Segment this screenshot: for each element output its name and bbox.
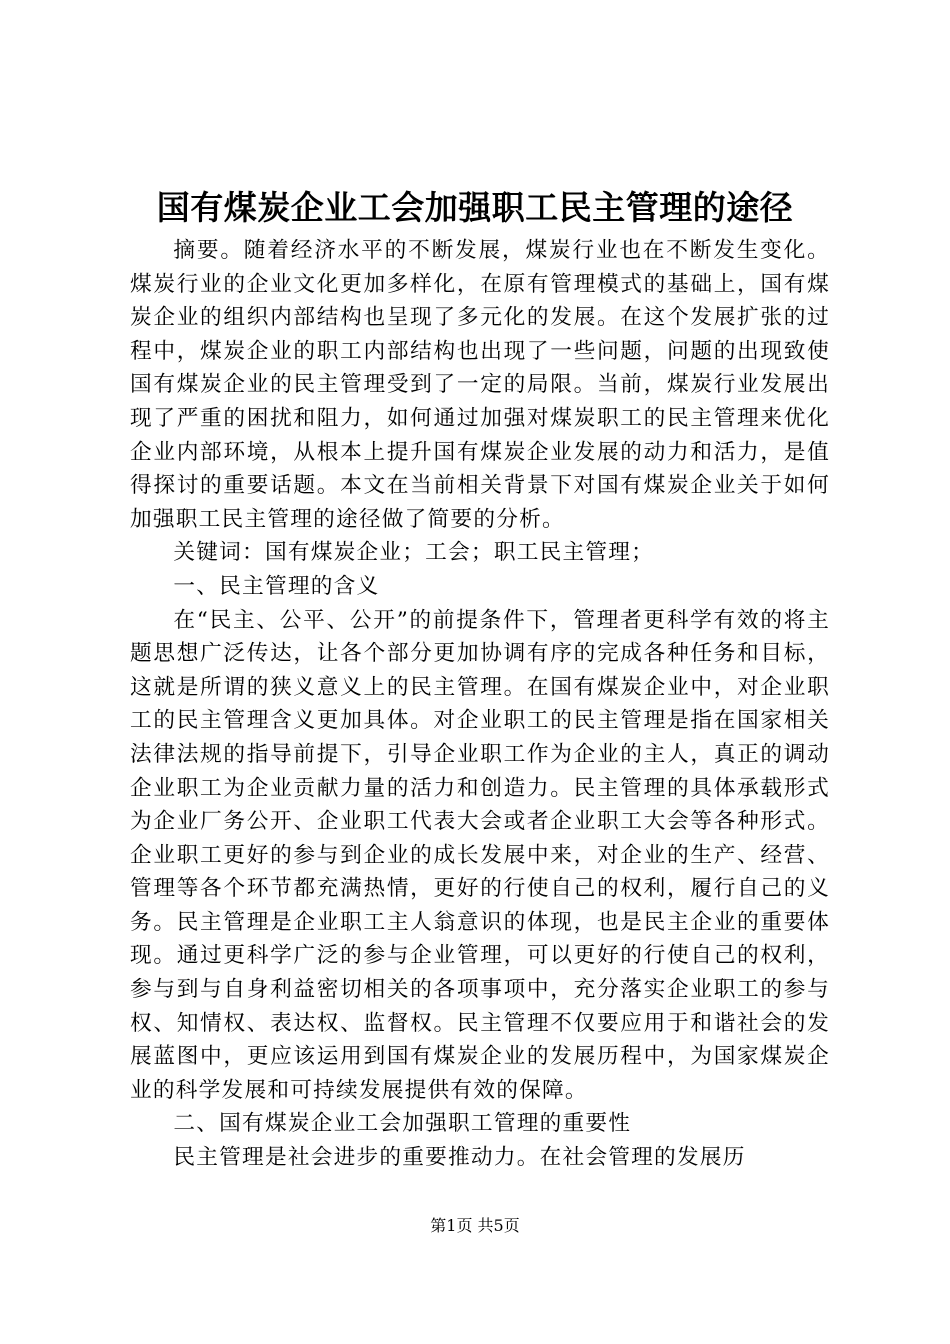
section-2-heading: 二、国有煤炭企业工会加强职工管理的重要性 <box>173 1111 632 1137</box>
page-number-footer: 第1页 共5页 <box>430 1216 520 1235</box>
document-title: 国有煤炭企业工会加强职工民主管理的途径 <box>156 188 794 227</box>
keywords-line: 关键词：国有煤炭企业；工会；职工民主管理； <box>173 540 655 566</box>
abstract-paragraph: 摘要。随着经济水平的不断发展，煤炭行业也在不断发生变化。煤炭行业的企业文化更加多样化，在原有管理模式的基础上，国有煤炭企业的组织内部结构也呈现了多元化的发展。在这个发展扩张的过程中，煤炭企业的职工内部结构也出现了一些问题，问题的出现致使国有煤炭企业的民主管理受到了一定的局限。当前，煤炭行业发展出现了严重的困扰和阻力，如何通过加强对煤炭职工的民主管理来优化企业内部环境，从根本上提升国有煤炭企业发展的动力和活力，是值得探讨的重要话题。本文在当前相关背景下对国有煤炭企业关于如何加强职工民主管理的途径做了简要的分析。 <box>130 238 830 532</box>
section-1-paragraph: 在“民主、公平、公开”的前提条件下，管理者更科学有效的将主题思想广泛传达，让各个部分更加协调有序的完成各种任务和目标，这就是所谓的狭义意义上的民主管理。在国有煤炭企业中，对企业职工的民主管理含义更加具体。对企业职工的民主管理是指在国家相关法律法规的指导前提下，引导企业职工作为企业的主人，真正的调动企业职工为企业贡献力量的活力和创造力。民主管理的具体承载形式为企业厂务公开、企业职工代表大会或者企业职工大会等各种形式。企业职工更好的参与到企业的成长发展中来，对企业的生产、经营、管理等各个环节都充满热情，更好的行使自己的权利，履行自己的义务。民主管理是企业职工主人翁意识的体现，也是民主企业的重要体现。通过更科学广泛的参与企业管理，可以更好的行使自己的权利，参与到与自身利益密切相关的各项事项中，充分落实企业职工的参与权、知情权、表达权、监督权。民主管理不仅要应用于和谐社会的发展蓝图中，更应该运用到国有煤炭企业的发展历程中，为国家煤炭企业的科学发展和可持续发展提供有效的保障。 <box>130 607 830 1103</box>
section-2-paragraph: 民主管理是社会进步的重要推动力。在社会管理的发展历 <box>173 1145 746 1171</box>
section-1-heading: 一、民主管理的含义 <box>173 573 380 599</box>
document-body <box>130 234 830 1175</box>
